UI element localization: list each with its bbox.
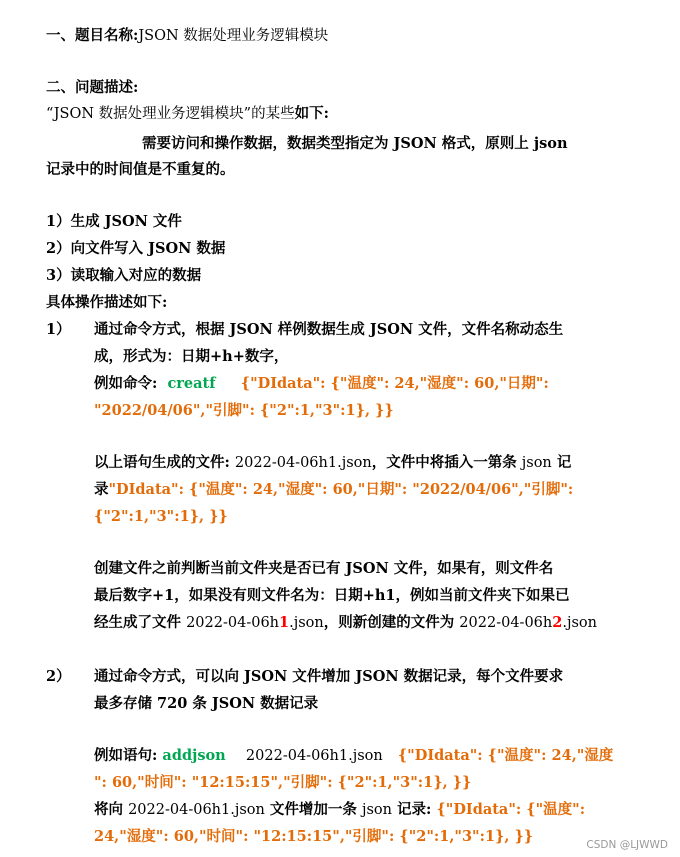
generated-file: 2022-04-06h1.json <box>234 455 372 471</box>
item-1-record-cont: {"2":1,"3":1}, }} <box>94 508 228 525</box>
section-title-2: 二、问题描述: <box>46 79 139 96</box>
record-json: "DIdata": {"温度": 24,"湿度": 60,"日期": "2022/04/06","引脚": <box>108 481 574 498</box>
intro-quote: “JSON 数据处理业务逻辑模块”的某些 <box>46 106 295 122</box>
watermark: CSDN @LJWWD <box>586 839 668 851</box>
generated-json: json <box>521 455 552 471</box>
item-2-number: 2） <box>46 668 71 685</box>
new-file-stem: 2022-04-06h <box>459 615 553 631</box>
append-end: 记录: <box>397 801 432 818</box>
example-label: 例如命令: <box>94 375 158 392</box>
existing-file-ext: .json <box>289 615 324 631</box>
existing-file-stem: 2022-04-06h <box>186 615 280 631</box>
item-1-example <box>94 374 549 394</box>
append-file: 2022-04-06h1.json <box>128 802 265 818</box>
item-1-create-2: 最后数字+1，如果没有则文件名为：日期+h1，例如当前文件夹下如果已 <box>94 587 570 604</box>
item-1-create-3 <box>94 613 597 633</box>
command-name: creatf <box>167 375 216 392</box>
item-1-generated <box>94 453 571 473</box>
target-file: 2022-04-06h1.json <box>245 748 383 764</box>
new-file-ext: .json <box>562 615 597 631</box>
intro-tail: 如下: <box>294 105 329 122</box>
item-2-append <box>94 800 585 820</box>
generated-prefix: 以上语句生成的文件: <box>94 454 230 471</box>
task-1: 1）生成 JSON 文件 <box>46 213 182 230</box>
item-1-number: 1） <box>46 321 71 338</box>
task-3: 3）读取输入对应的数据 <box>46 267 202 284</box>
append-json: json <box>361 802 392 818</box>
intro-line <box>46 104 329 124</box>
append-record: {"DIdata": {"温度": <box>436 801 586 818</box>
generated-mid: ，文件中将插入一第条 <box>371 454 517 471</box>
section-title-label: 一、题目名称: <box>46 27 139 44</box>
item-1-create-1: 创建文件之前判断当前文件夹是否已有 JSON 文件，如果有，则文件名 <box>94 560 554 577</box>
item-2-json-cont: ": 60,"时间": "12:15:15","引脚": {"2":1,"3":1}, }} <box>94 774 472 791</box>
item-1-json-cont: "2022/04/06","引脚": {"2":1,"3":1}, }} <box>94 402 394 419</box>
new-file-num: 2 <box>552 614 563 631</box>
item-1-record <box>94 480 573 500</box>
item-1-line-2: 成，形式为：日期+h+数字， <box>94 348 289 365</box>
generated-end: 记 <box>556 454 572 471</box>
desc-line-1: 需要访问和操作数据，数据类型指定为 JSON 格式，原则上 json <box>142 135 568 152</box>
command-name: addjson <box>162 747 226 764</box>
task-2: 2）向文件写入 JSON 数据 <box>46 240 226 257</box>
item-2-line-1: 通过命令方式，可以向 JSON 文件增加 JSON 数据记录，每个文件要求 <box>94 668 564 685</box>
section-title-1 <box>46 26 328 46</box>
item-1-line-1: 通过命令方式，根据 JSON 样例数据生成 JSON 文件，文件名称动态生 <box>94 321 564 338</box>
item-2-example <box>94 746 613 766</box>
json-sample: {"DIdata": {"温度": 24,"湿度 <box>397 747 614 764</box>
example-label: 例如语句: <box>94 747 158 764</box>
append-mid: 文件增加一条 <box>269 801 357 818</box>
item-2-append-cont: 24,"湿度": 60,"时间": "12:15:15","引脚": {"2":1,"3":1}, }} <box>94 828 534 845</box>
detail-title: 具体操作描述如下: <box>46 294 168 311</box>
json-sample: {"DIdata": {"温度": 24,"湿度": 60,"日期": <box>240 375 549 392</box>
create-mid: ，则新创建的文件为 <box>323 614 455 631</box>
item-2-line-2: 最多存储 720 条 JSON 数据记录 <box>94 695 319 712</box>
append-prefix: 将向 <box>94 801 123 818</box>
create-prefix: 经生成了文件 <box>94 614 181 631</box>
existing-file-num: 1 <box>279 614 290 631</box>
section-title-text: JSON 数据处理业务逻辑模块 <box>138 28 329 44</box>
desc-line-2: 记录中的时间值是不重复的。 <box>46 161 235 178</box>
record-prefix: 录 <box>94 481 109 498</box>
